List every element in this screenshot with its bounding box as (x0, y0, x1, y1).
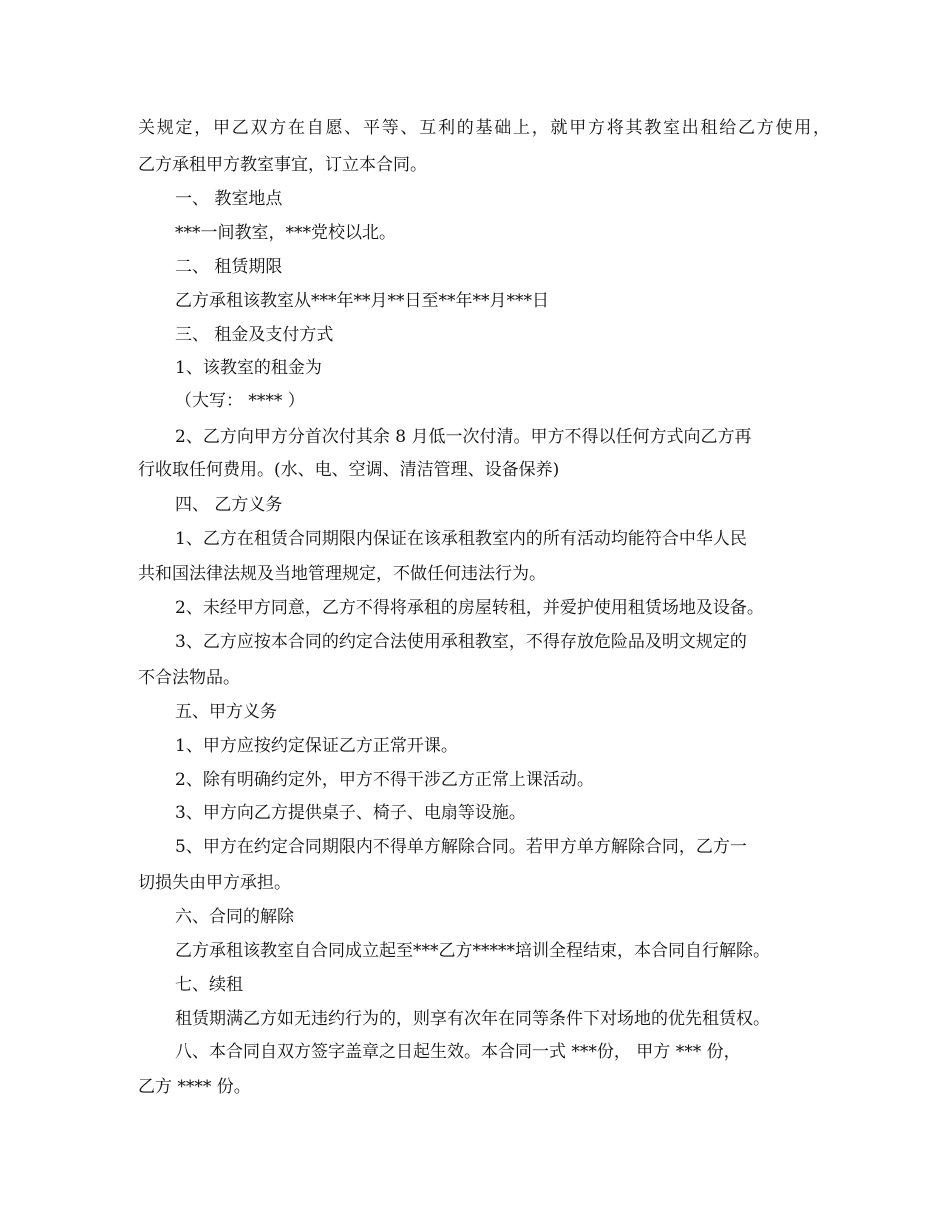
section-heading: 六、合同的解除 (175, 907, 294, 927)
section-heading: 七、续租 (175, 975, 243, 995)
text-line: 行收取任何费用。(水、电、空调、清洁管理、设备保养) (138, 460, 560, 480)
text-line: 3、乙方应按本合同的约定合法使用承租教室，不得存放危险品及明文规定的 (175, 632, 747, 652)
text-line: 租赁期满乙方如无违约行为的，则享有次年在同等条件下对场地的优先租赁权。 (175, 1009, 770, 1029)
text-line: 3、甲方向乙方提供桌子、椅子、电扇等设施。 (175, 803, 526, 823)
text-line: 不合法物品。 (138, 668, 240, 688)
text-line: （大写： **** ） (175, 391, 305, 411)
text-line: 5、甲方在约定合同期限内不得单方解除合同。若甲方单方解除合同，乙方一 (175, 837, 747, 857)
text-line: 共和国法律法规及当地管理规定，不做任何违法行为。 (138, 564, 546, 584)
text-line: 2、乙方向甲方分首次付其余 8 月低一次付清。甲方不得以任何方式向乙方再 (175, 427, 752, 447)
text-line: 乙方承租该教室自合同成立起至***乙方*****培训全程结束，本合同自行解除。 (175, 941, 770, 961)
text-line: 关规定，甲乙双方在自愿、平等、互利的基础上，就甲方将其教室出租给乙方使用， (138, 118, 830, 138)
text-line: 1、该教室的租金为 (175, 358, 322, 378)
text-line: 八、本合同自双方签字盖章之日起生效。本合同一式 ***份， 甲方 *** 份， (175, 1042, 741, 1062)
text-line: 2、未经甲方同意，乙方不得将承租的房屋转租，并爱护使用租赁场地及设备。 (175, 598, 764, 618)
text-line: 乙方承租该教室从***年**月**日至**年**月***日 (175, 291, 549, 311)
text-line: 2、除有明确约定外，甲方不得干涉乙方正常上课活动。 (175, 770, 594, 790)
text-line: ***一间教室，***党校以北。 (175, 223, 396, 243)
section-heading: 三、 租金及支付方式 (175, 325, 334, 345)
text-line: 切损失由甲方承担。 (138, 873, 291, 893)
text-line: 1、甲方应按约定保证乙方正常开课。 (175, 736, 458, 756)
text-line: 乙方 **** 份。 (138, 1077, 251, 1097)
section-heading: 五、甲方义务 (175, 702, 277, 722)
text-line: 1、乙方在租赁合同期限内保证在该承租教室内的所有活动均能符合中华人民 (175, 529, 747, 549)
section-heading: 二、 租赁期限 (175, 257, 283, 277)
text-line: 乙方承租甲方教室事宜，订立本合同。 (138, 155, 427, 175)
section-heading: 一、 教室地点 (175, 189, 283, 209)
section-heading: 四、 乙方义务 (175, 495, 283, 515)
